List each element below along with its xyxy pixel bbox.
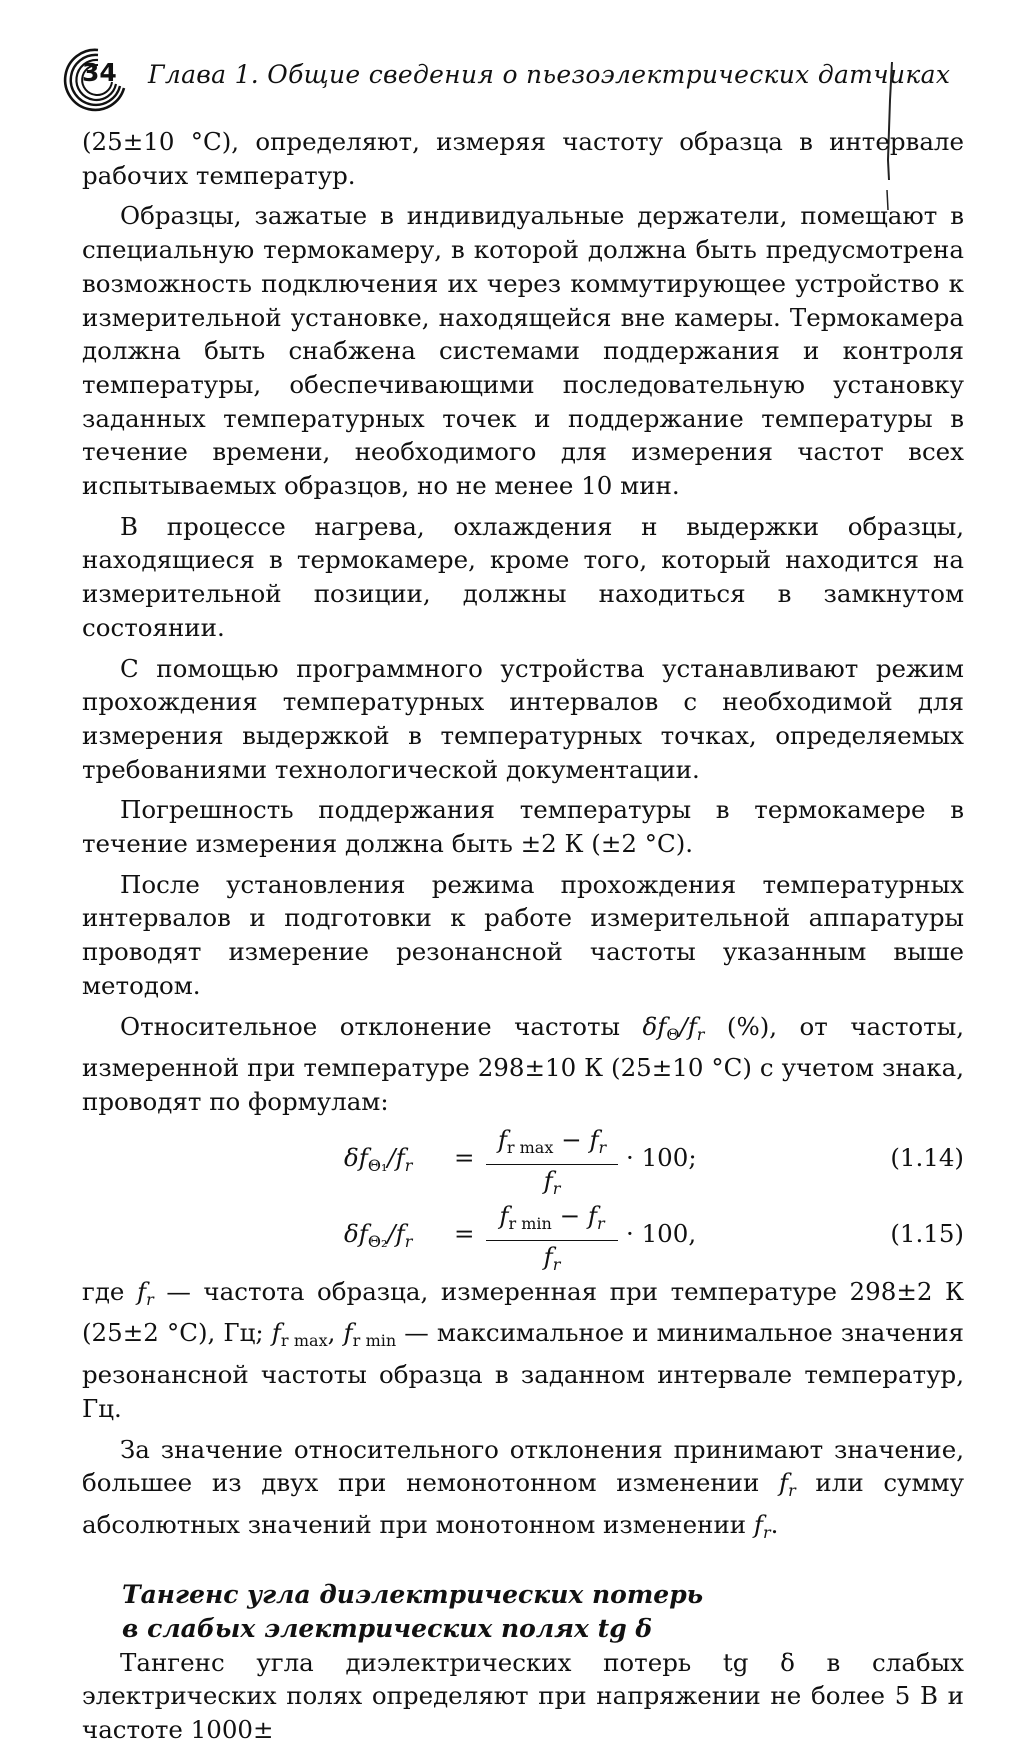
denominator <box>486 1241 618 1281</box>
paragraph: (25±10 °С), определяют, измеряя частоту образца в интервале рабочих температур. <box>82 127 964 190</box>
denominator <box>486 1165 618 1205</box>
math-symbol: − f <box>551 1200 597 1230</box>
math-symbol: f <box>543 1241 553 1271</box>
math-subscript: r <box>788 1481 796 1501</box>
text-run: За значение относительного отклонения принимают значение, большее из двух при немонотонном изменении <box>82 1434 964 1498</box>
math-symbol: f <box>753 1509 763 1539</box>
text-run: — максимальное и минимальное значения резонансной частоты образца в заданном интервале температур, Гц. <box>82 1318 964 1423</box>
math-subscript: Θ₁ <box>367 1155 388 1175</box>
math-subscript: r max <box>506 1137 554 1157</box>
formula-lhs <box>344 1217 412 1259</box>
equals-sign: = <box>454 1218 475 1248</box>
paragraph: После установления режима прохождения температурных интервалов и подготовки к работе измерительной аппаратуры проводят измерение резонансной частоты указанным выше методом. <box>82 869 964 1000</box>
math-subscript: r <box>404 1155 413 1175</box>
math-symbol: δf <box>642 1011 667 1041</box>
math-delta-f: $\delta f_\Theta/f_r$ <box>642 1011 705 1044</box>
math-symbol: f <box>271 1318 281 1348</box>
text-run: — частота образца, измеренная при температуре 298±2 К (25±2 °С), Гц; <box>82 1276 964 1348</box>
math-subscript: r <box>552 1254 561 1274</box>
paragraph-deviation <box>82 1010 964 1119</box>
math-subscript: Θ₂ <box>367 1231 388 1251</box>
math-symbol: f <box>343 1318 353 1348</box>
equation-number: (1.15) <box>890 1218 964 1248</box>
math-subscript: r <box>404 1231 413 1251</box>
math-symbol: − f <box>553 1124 599 1154</box>
math-symbol: f <box>687 1011 697 1041</box>
math-symbol: δf <box>344 1142 368 1172</box>
numerator <box>486 1201 618 1241</box>
paragraph-value <box>82 1433 964 1550</box>
text-run: Относительное отклонение частоты <box>120 1011 643 1041</box>
running-head: Глава 1. Общие сведения о пьезоэлектрических датчиках <box>148 60 951 89</box>
text-run: (%), от частоты, измеренной при температуре 298±10 К (25±10 °С) с учетом знака, проводят по формулам: <box>82 1011 965 1116</box>
page-number: 34 <box>82 58 117 87</box>
paragraph: В процессе нагрева, охлаждения н выдержки образцы, находящиеся в термокамере, кроме того, который находится на измерительной позиции, должны находиться в замкнутом состоянии. <box>82 511 964 642</box>
body-text <box>82 125 964 1747</box>
math-symbol: f <box>137 1276 147 1306</box>
formula-tail: · 100, <box>626 1218 697 1248</box>
math-symbol: f <box>499 1200 509 1230</box>
numerator <box>486 1125 618 1165</box>
math-symbol: δf <box>344 1218 368 1248</box>
math-symbol: f <box>779 1468 789 1498</box>
text-run: . <box>770 1509 779 1539</box>
formula-1-15 <box>82 1200 964 1274</box>
math-subscript: r <box>696 1024 705 1044</box>
math-subscript: r <box>598 1137 607 1157</box>
math-subscript: r min <box>508 1213 552 1233</box>
math-subscript: Θ <box>666 1024 680 1044</box>
paragraph: Погрешность поддержания температуры в термокамере в течение измерения должна быть ±2 К (±2 °С). <box>82 795 964 859</box>
section-heading <box>122 1578 964 1646</box>
formula-tail: · 100; <box>626 1142 697 1172</box>
equation-number: (1.14) <box>890 1142 964 1172</box>
math-symbol: f <box>497 1124 507 1154</box>
section-heading-line: в слабых электрических полях tg δ <box>122 1613 653 1643</box>
formula-1-14 <box>82 1124 964 1198</box>
text-run: или сумму абсолютных значений при монотонном изменении <box>82 1468 964 1539</box>
paragraph-where <box>82 1275 964 1426</box>
math-subscript: r <box>146 1289 154 1309</box>
math-subscript: r max <box>280 1331 328 1351</box>
math-subscript: r <box>552 1178 561 1198</box>
paragraph: Образцы, зажатые в индивидуальные держатели, помещают в специальную термокамеру, в которой должна быть предусмотрена возможность подключения их через коммутирующее устройство к измерительной установке, находящейся вне камеры. Термокамера должна быть снабжена системами поддержания и контроля температуры, обеспечивающими последовательную установку заданных температурных точек и поддержание температуры в течение времени, необходимого для измерения частот всех испытываемых образцов, но не менее 10 мин. <box>82 201 964 501</box>
paragraph: С помощью программного устройства устанавливают режим прохождения температурных интервалов с необходимой для измерения выдержкой в температурных точках, определяемых требованиями технологической документации. <box>82 653 964 784</box>
math-subscript: r <box>763 1522 771 1542</box>
section-heading-line: Тангенс угла диэлектрических потерь <box>122 1579 704 1609</box>
math-subscript: r <box>596 1213 605 1233</box>
math-symbol: /f <box>387 1218 405 1248</box>
formula-lhs <box>344 1141 412 1183</box>
paragraph: Тангенс угла диэлектрических потерь tg δ в слабых электрических полях определяют при напряжении не более 5 В и частоте 1000± <box>82 1647 964 1745</box>
fraction <box>486 1201 618 1281</box>
math-symbol: /f <box>387 1142 405 1172</box>
text-run: где <box>82 1276 138 1306</box>
math-symbol: f <box>543 1165 553 1195</box>
math-subscript: r min <box>352 1331 397 1351</box>
fraction <box>486 1125 618 1205</box>
page-header <box>52 44 972 114</box>
equals-sign: = <box>454 1142 475 1172</box>
text-run: , <box>327 1318 344 1348</box>
